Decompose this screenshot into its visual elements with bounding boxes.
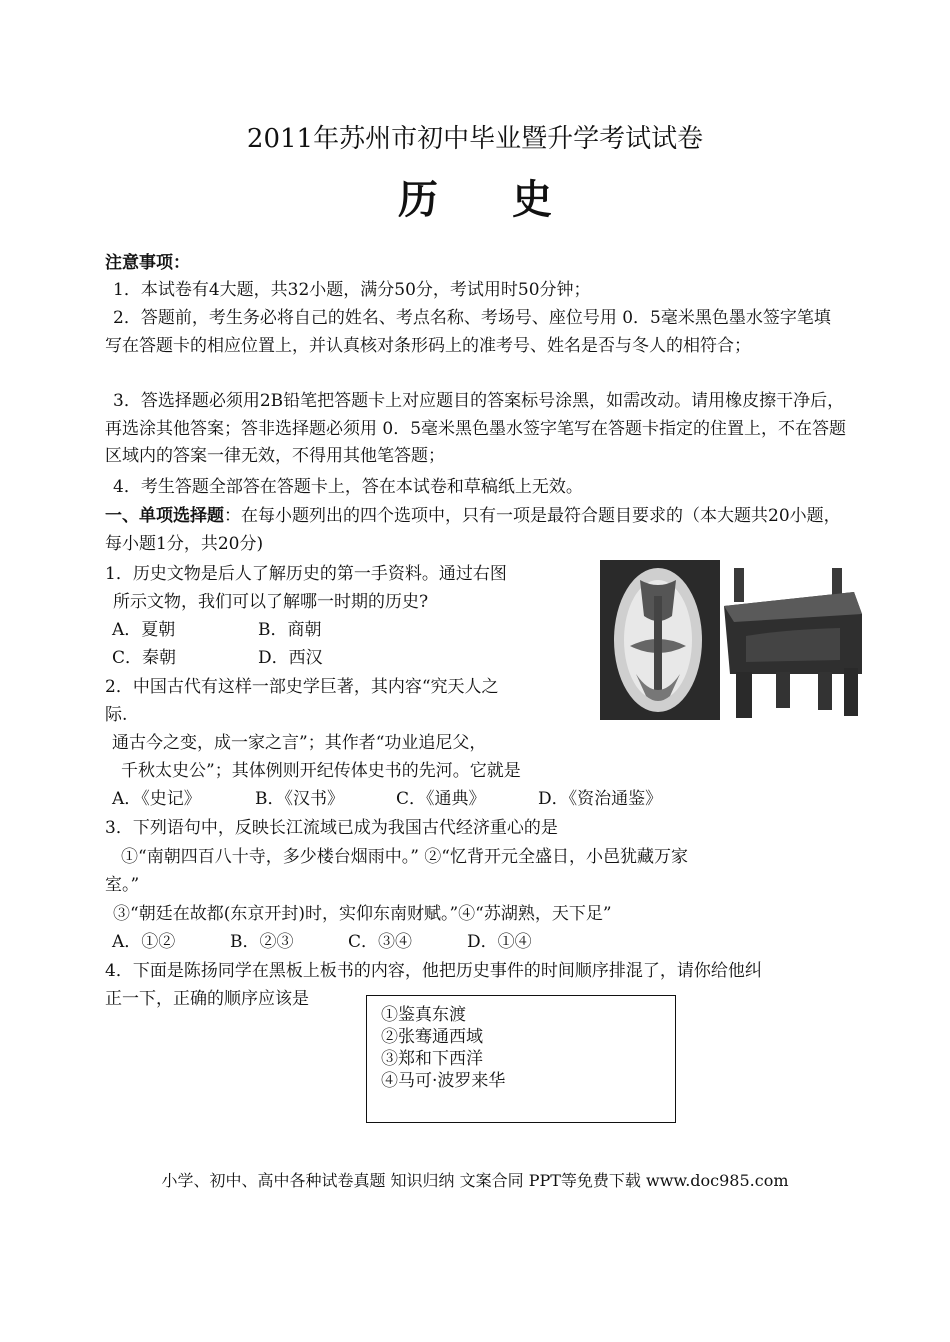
q3-line-2: ①“南朝四百八十寺，多少楼台烟雨中。” ②“忆背开元全盛日，小邑犹藏万家	[121, 847, 688, 867]
q3-line-3: 室。”	[105, 875, 140, 895]
q2-option-a: A．《史记》	[112, 789, 201, 809]
q3-option-c: C．③④	[348, 932, 413, 952]
section-1-description: ：在每小题列出的四个选项中，只有一项是最符合题目要求的（本大题共20小题，每小题1分，共20分)	[105, 506, 841, 554]
q2-line-4: 千秋太史公”；其体例则开纪传体史书的先河。它就是	[121, 761, 521, 781]
footer-text: 小学、初中、高中各种试卷真题 知识归纳 文案合同 PPT等免费下载 www.doc985.com	[161, 1171, 789, 1190]
box-item-4: ④马可·波罗来华	[381, 1071, 506, 1091]
q1-option-d: D．西汉	[258, 648, 323, 668]
q1-option-a: A．夏朝	[112, 620, 176, 640]
notice-item-3: 3．答选择题必须用2B铅笔把答题卡上对应题目的答案标号涂黑，如需改动。请用橡皮擦干净后，再选涂其他答案；答非选择题必须用 0．5毫米黑色墨水签字笔写在答题卡指定的住置上，不在答题区域内的答案一律无效，不得用其他笔答题；	[105, 391, 847, 466]
artifact-image	[600, 556, 868, 722]
exam-title: 2011年苏州市初中毕业暨升学考试试卷	[246, 124, 704, 154]
q1-option-b: B．商朝	[258, 620, 322, 640]
q3-option-b: B．②③	[230, 932, 294, 952]
q2-line-3: 通古今之变，成一家之言”；其作者“功业追尼父，	[112, 733, 487, 753]
notice-item-4: 4．考生答题全部答在答题卡上，答在本试卷和草稿纸上无效。	[113, 477, 583, 497]
section-1-label: 一、单项选择题	[105, 506, 224, 526]
q1-option-c: C．秦朝	[112, 648, 177, 668]
box-item-2: ②张骞通西域	[381, 1027, 483, 1047]
box-item-1: ①鉴真东渡	[381, 1005, 466, 1025]
q3-option-a: A．①②	[112, 932, 176, 952]
subject-title: 历 史	[398, 176, 582, 223]
q2-option-d: D．《资治通鉴》	[538, 789, 663, 809]
q4-line-2: 正一下，正确的顺序应该是	[105, 989, 309, 1009]
blackboard-box	[366, 995, 676, 1123]
q2-option-c: C．《通典》	[396, 789, 486, 809]
notice-heading: 注意事项：	[105, 253, 190, 273]
q2-line-2: 际.	[105, 705, 128, 725]
section-1-heading	[105, 503, 847, 558]
q2-line-1: 2．中国古代有这样一部史学巨著，其内容“究天人之	[105, 677, 499, 697]
artifact-photo	[600, 556, 868, 722]
box-item-3: ③郑和下西洋	[381, 1049, 483, 1069]
q2-option-b: B．《汉书》	[255, 789, 344, 809]
notice-item-2: 2．答题前，考生务必将自己的姓名、考点名称、考场号、座位号用 0．5毫米黑色墨水签字笔填写在答题卡的相应位置上，并认真核对条形码上的准考号、姓名是否与冬人的相符合；	[105, 308, 831, 356]
q3-line-4: ③“朝廷在故都(东京开封)时，实仰东南财赋。”④“苏湖熟，天下足”	[113, 904, 612, 924]
q3-line-1: 3．下列语句中，反映长江流域已成为我国古代经济重心的是	[105, 818, 558, 838]
q1-line-1: 1．历史文物是后人了解历史的第一手资料。通过右图	[105, 564, 507, 584]
q3-option-d: D．①④	[467, 932, 532, 952]
q4-line-1: 4．下面是陈扬同学在黑板上板书的内容，他把历史事件的时间顺序排混了，请你给他纠	[105, 961, 762, 981]
notice-item-1: 1．本试卷有4大题，共32小题，满分50分，考试用时50分钟；	[113, 280, 591, 300]
q1-line-2: 所示文物，我们可以了解哪一时期的历史?	[113, 592, 429, 612]
